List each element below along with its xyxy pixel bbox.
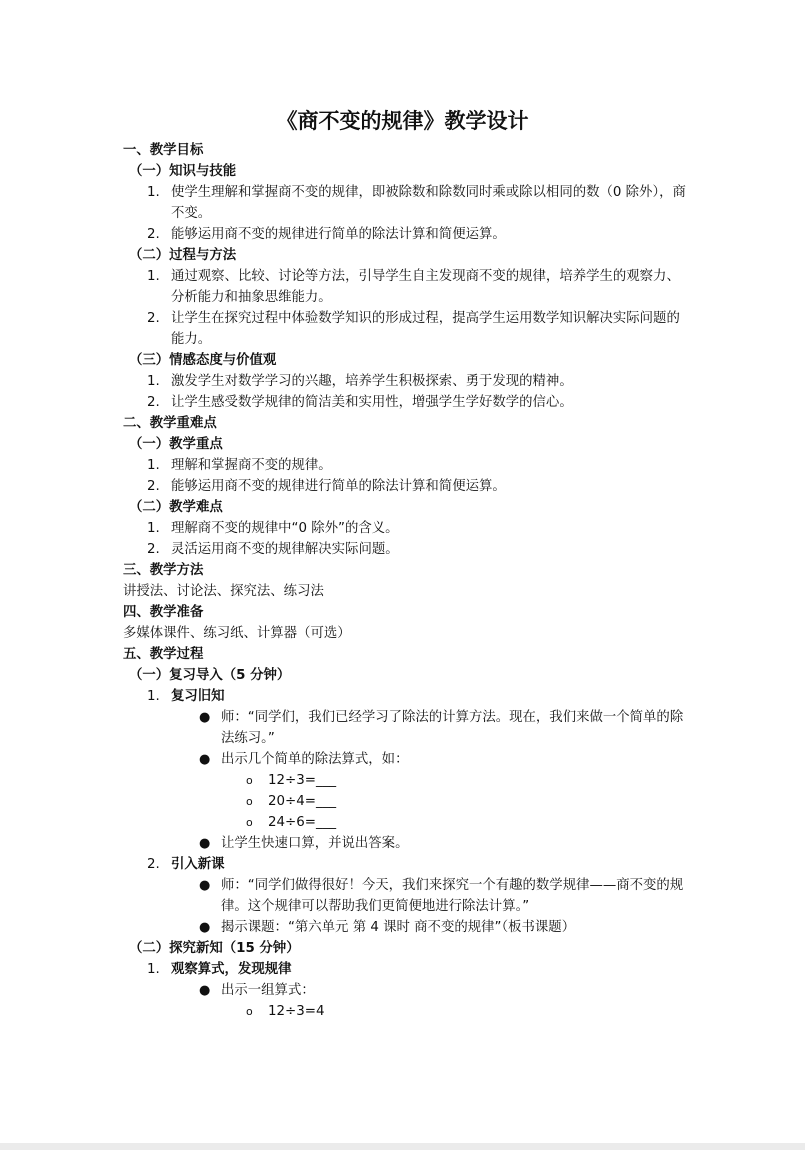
filled-circle-bullet-icon: ● bbox=[199, 878, 211, 893]
bullet-item: ● 师：“同学们，我们已经学习了除法的计算方法。现在，我们来做一个简单的除法练习。” bbox=[123, 707, 688, 749]
step-title: 2. 引入新课 bbox=[147, 857, 225, 872]
filled-circle-bullet-icon: ● bbox=[199, 983, 211, 998]
section-heading-preparation: 四、教学准备 bbox=[123, 605, 204, 620]
section-heading-methods: 三、教学方法 bbox=[123, 563, 204, 578]
filled-circle-bullet-icon: ● bbox=[199, 836, 211, 851]
list-item: 1. 理解和掌握商不变的规律。 bbox=[147, 458, 332, 473]
hollow-circle-bullet-icon: o bbox=[246, 1005, 253, 1018]
hollow-circle-bullet-icon: o bbox=[246, 795, 253, 808]
list-item: 1. 理解商不变的规律中“0 除外”的含义。 bbox=[147, 521, 399, 536]
list-item: 1. 使学生理解和掌握商不变的规律，即被除数和除数同时乘或除以相同的数（0 除外），商不变。 bbox=[147, 185, 686, 221]
bullet-item: ● 出示一组算式： bbox=[123, 980, 688, 1001]
filled-circle-bullet-icon: ● bbox=[199, 710, 211, 725]
subheading-focus: （一）教学重点 bbox=[129, 437, 223, 452]
list-item: 2. 灵活运用商不变的规律解决实际问题。 bbox=[147, 542, 399, 557]
document-content bbox=[123, 106, 688, 1022]
list-item: 2. 让学生在探究过程中体验数学知识的形成过程，提高学生运用数学知识解决实际问题的能力。 bbox=[147, 311, 680, 347]
hollow-circle-bullet-icon: o bbox=[246, 816, 253, 829]
subheading-process: （二）过程与方法 bbox=[129, 248, 237, 263]
sub-bullet-item: o 20÷4=___ bbox=[123, 791, 688, 812]
section-heading-keypoints: 二、教学重难点 bbox=[123, 416, 217, 431]
preparation-text: 多媒体课件、练习纸、计算器（可选） bbox=[123, 626, 351, 641]
list-item: 1. 激发学生对数学学习的兴趣，培养学生积极探索、勇于发现的精神。 bbox=[147, 374, 573, 389]
sub-bullet-item: o 24÷6=___ bbox=[123, 812, 688, 833]
sub-bullet-item: o 12÷3=___ bbox=[123, 770, 688, 791]
subheading-explore: （二）探究新知（15 分钟） bbox=[129, 941, 300, 956]
list-item: 1. 通过观察、比较、讨论等方法，引导学生自主发现商不变的规律，培养学生的观察力、分析能力和抽象思维能力。 bbox=[147, 269, 680, 305]
list-item: 2. 让学生感受数学规律的简洁美和实用性，增强学生学好数学的信心。 bbox=[147, 395, 573, 410]
list-item: 2. 能够运用商不变的规律进行简单的除法计算和简便运算。 bbox=[147, 227, 506, 242]
hollow-circle-bullet-icon: o bbox=[246, 774, 253, 787]
list-item: 2. 能够运用商不变的规律进行简单的除法计算和简便运算。 bbox=[147, 479, 506, 494]
bullet-item: ● 师：“同学们做得很好！今天，我们来探究一个有趣的数学规律——商不变的规律。这个规律可以帮助我们更简便地进行除法计算。” bbox=[123, 875, 688, 917]
section-heading-goals: 一、教学目标 bbox=[123, 143, 204, 158]
subheading-review: （一）复习导入（5 分钟） bbox=[129, 668, 291, 683]
subheading-attitude: （三）情感态度与价值观 bbox=[129, 353, 277, 368]
section-heading-procedure: 五、教学过程 bbox=[123, 647, 204, 662]
subheading-knowledge: （一）知识与技能 bbox=[129, 164, 237, 179]
bullet-item: ● 出示几个简单的除法算式，如： bbox=[123, 749, 688, 770]
bullet-item: ● 揭示课题：“第六单元 第 4 课时 商不变的规律”（板书课题） bbox=[123, 917, 688, 938]
filled-circle-bullet-icon: ● bbox=[199, 752, 211, 767]
bullet-item: ● 让学生快速口算，并说出答案。 bbox=[123, 833, 688, 854]
methods-text: 讲授法、讨论法、探究法、练习法 bbox=[123, 584, 324, 599]
step-title: 1. 复习旧知 bbox=[147, 689, 225, 704]
subheading-difficulty: （二）教学难点 bbox=[129, 500, 223, 515]
step-title: 1. 观察算式，发现规律 bbox=[147, 962, 292, 977]
filled-circle-bullet-icon: ● bbox=[199, 920, 211, 935]
sub-bullet-item: o 12÷3=4 bbox=[123, 1001, 688, 1022]
page-title: 《商不变的规律》教学设计 bbox=[276, 109, 529, 133]
